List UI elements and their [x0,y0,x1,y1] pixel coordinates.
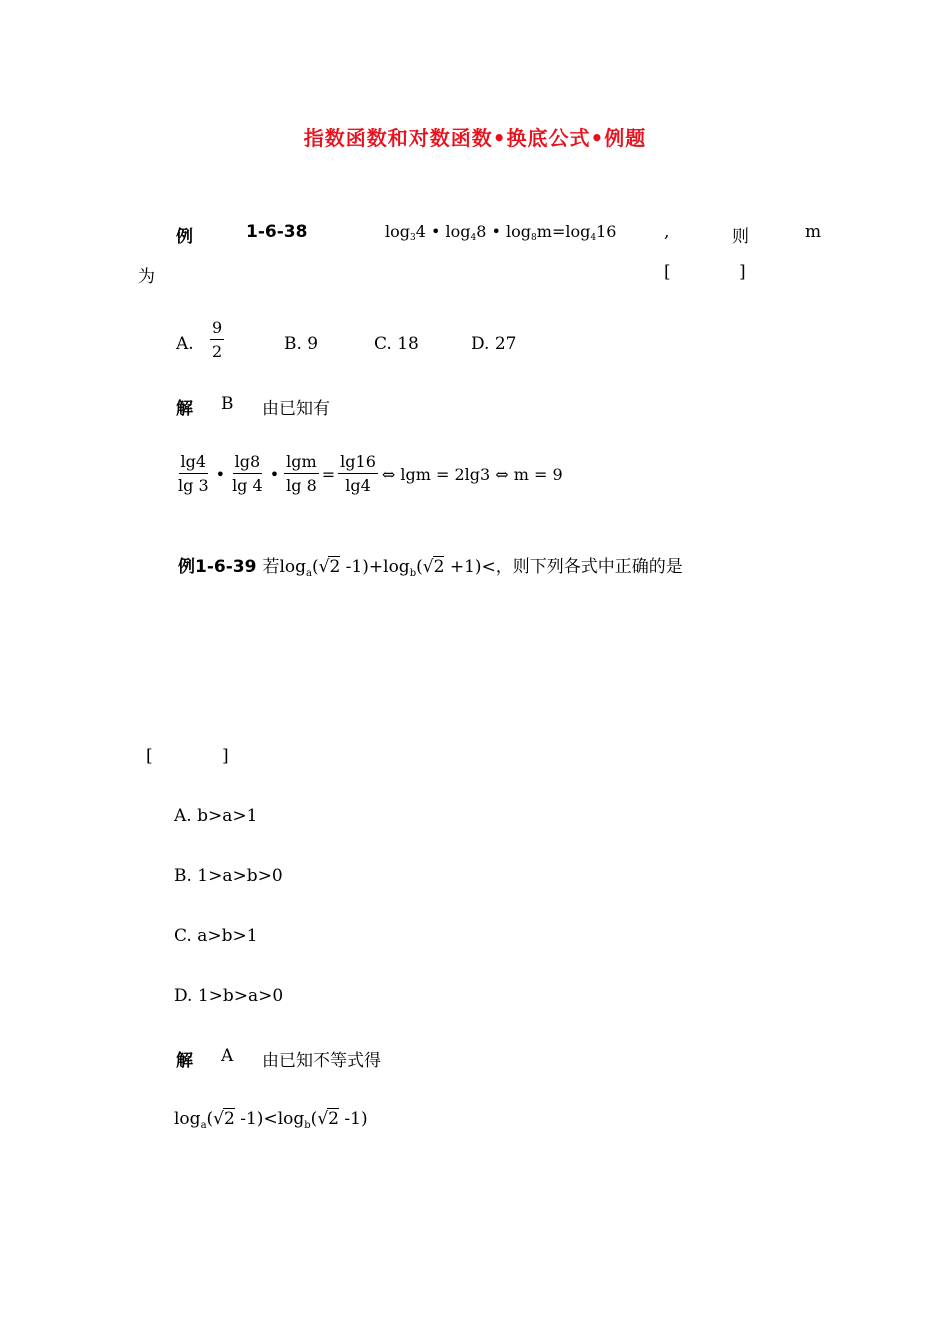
option-b: B. 9 [284,334,319,354]
option-a-label: A. [176,334,194,354]
solution-answer-2: A [221,1046,234,1066]
answer-bracket-open: [ [664,262,671,282]
answer-bracket-open-2: [ [146,746,153,766]
solution-answer: B [221,394,234,414]
answer-bracket-close-2: ] [222,746,229,766]
problem-equation: $\log_34$ • $\log_48$ • $\log_8m=\log_416$ [385,222,617,243]
example-number: 1-6-38 [246,222,308,242]
solution-inequality: $\log_a(√2$ $-1)<\log_b(√2$ -1) [174,1109,368,1131]
option-d: D. 27 [471,334,517,354]
option-a-fraction: $\frac{9}{2}$ [212,318,223,361]
option-c: C. 18 [374,334,419,354]
option-b-2: B. 1>a>b>0 [174,866,283,886]
option-c-2: C. a>b>1 [174,926,258,946]
page-title: 指数函数和对数函数•换底公式•例题 [303,126,647,150]
solution-text-2: 由已知不等式得 [262,1051,381,1071]
answer-bracket-close: ] [739,262,746,282]
example-2-statement: 例1-6-39 若 $\log_a(√2$ $-1)+\log_b(√2 +1)$ < ，则下列各式中正确的是 [178,552,683,579]
comma: , [664,222,670,242]
option-d-2: D. 1>b>a>0 [174,986,284,1006]
solution-label: 解 [176,399,193,419]
solution-label-2: 解 [176,1051,193,1071]
solution-derivation: $\frac{\lg 4}{\lg 3}$ • $\frac{\lg 8}{\lg 4}$ • $\frac{\lg m}{\lg 8}$ = $\frac{\lg 16}{\lg 4}$ ⇔ lgm = 2lg3 ⇔ m = 9 [178,452,563,495]
solution-text: 由已知有 [262,399,330,419]
example-2-label: 例1-6-39 [178,557,257,577]
text-ze: 则 [732,227,749,247]
variable-m: m [805,222,822,242]
text-wei: 为 [138,267,155,287]
example-label: 例 [176,227,193,247]
option-a-2: A. b>a>1 [174,806,258,826]
